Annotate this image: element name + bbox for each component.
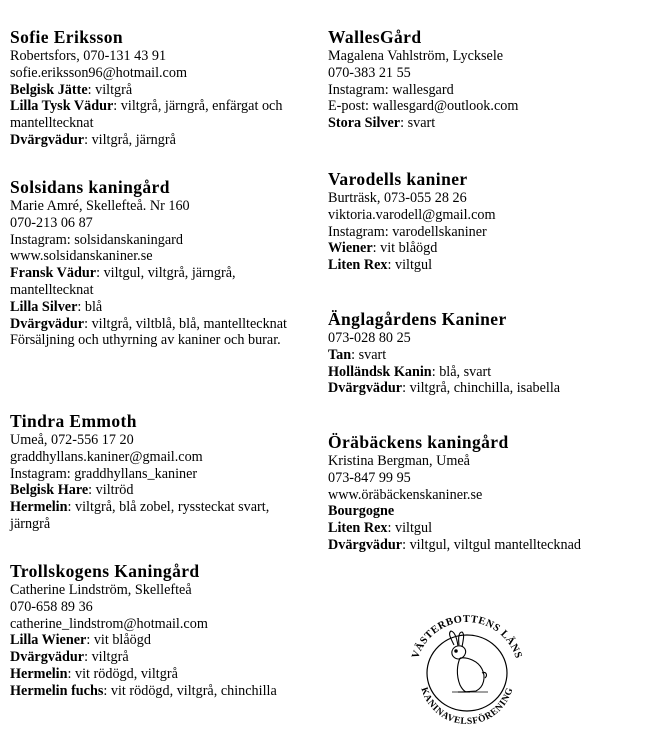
- breed-line: Wiener: vit blåögd: [328, 240, 438, 257]
- detail-line: Instagram: varodellskaniner: [328, 223, 487, 240]
- detail-line: Magalena Vahlström, Lycksele: [328, 48, 504, 64]
- breed-line: Dvärgvädur: viltgrå: [10, 649, 129, 666]
- breed-line: Holländsk Kanin: blå, svart: [328, 363, 492, 380]
- breed-line: Hermelin: viltgrå, blå zobel, ryssteckat svart, järngrå: [10, 499, 270, 532]
- detail-line: 070-213 06 87: [10, 214, 93, 231]
- breeder-details: [10, 48, 310, 149]
- breed-line: Belgisk Jätte: viltgrå: [10, 81, 133, 98]
- detail-line: Burträsk, 073-055 28 26: [328, 190, 467, 206]
- detail-line: Instagram: solsidanskaningard: [10, 231, 183, 248]
- breed-line: Lilla Tysk Vädur: viltgrå, järngrå, enfärgat och mantelltecknat: [10, 98, 283, 132]
- breeder-details: [10, 432, 310, 533]
- detail-line: 070-383 21 55: [328, 64, 411, 81]
- logo-top-text: VÄSTERBOTTENS LÄNS: [410, 613, 524, 661]
- breeder-name: Tindra Emmoth: [10, 411, 137, 431]
- breeder-name: Sofie Eriksson: [10, 27, 124, 47]
- breeder-entry: [10, 177, 310, 349]
- detail-line: Försäljning och uthyrning av kaniner och burar.: [10, 332, 281, 349]
- breeder-details: [10, 198, 310, 349]
- breeder-entry: [10, 411, 310, 533]
- detail-line: Instagram: graddhyllans_kaniner: [10, 465, 198, 482]
- breed-line: Lilla Wiener: vit blåögd: [10, 632, 151, 649]
- breed-line: Fransk Vädur: viltgul, viltgrå, järngrå, mantelltecknat: [10, 265, 236, 298]
- breeder-name: Varodells kaniner: [328, 169, 468, 189]
- breeder-entry: [328, 309, 646, 397]
- breed-line: Dvärgvädur: viltgrå, chinchilla, isabella: [328, 380, 561, 397]
- breeder-entry: [328, 27, 646, 132]
- rabbit-icon: [450, 631, 488, 692]
- breeder-details: [328, 453, 646, 554]
- detail-line: Kristina Bergman, Umeå: [328, 453, 470, 469]
- breed-line: Stora Silver: svart: [328, 115, 436, 132]
- breeder-name: Solsidans kaningård: [10, 177, 170, 197]
- logo-ring: [427, 635, 507, 711]
- breed-line: Lilla Silver: blå: [10, 298, 103, 315]
- detail-line: Catherine Lindström, Skellefteå: [10, 582, 192, 598]
- detail-line: graddhyllans.kaniner@gmail.com: [10, 448, 203, 465]
- detail-line: 073-028 80 25: [328, 330, 411, 346]
- detail-line: Marie Amré, Skellefteå. Nr 160: [10, 198, 190, 214]
- breeder-entry: [10, 561, 310, 700]
- detail-line: catherine_lindstrom@hotmail.com: [10, 615, 208, 632]
- breed-line: Liten Rex: viltgul: [328, 257, 433, 274]
- detail-line: www.solsidanskaniner.se: [10, 248, 153, 265]
- breed-line: Bourgogne: [328, 503, 395, 520]
- breeder-name: Änglagårdens Kaniner: [328, 309, 507, 329]
- detail-line: www.öräbäckenskaniner.se: [328, 486, 483, 503]
- detail-line: E-post: wallesgard@outlook.com: [328, 98, 519, 115]
- breed-line: Hermelin: vit rödögd, viltgrå: [10, 665, 178, 682]
- breeder-details: [328, 190, 646, 274]
- breeder-name: WallesGård: [328, 27, 422, 47]
- breed-line: Belgisk Hare: viltröd: [10, 482, 134, 499]
- detail-line: 073-847 99 95: [328, 469, 411, 486]
- breed-line: Dvärgvädur: viltgrå, viltblå, blå, mantelltecknat: [10, 315, 287, 332]
- club-logo: [402, 611, 532, 733]
- breeder-details: [10, 582, 310, 700]
- breeder-name: Öräbäckens kaningård: [328, 432, 509, 452]
- detail-line: viktoria.varodell@gmail.com: [328, 206, 496, 223]
- breeder-entry: [328, 432, 646, 554]
- breed-line: Tan: svart: [328, 346, 387, 363]
- breed-line: Hermelin fuchs: vit rödögd, viltgrå, chinchilla: [10, 682, 277, 699]
- breed-line: Liten Rex: viltgul: [328, 520, 433, 537]
- detail-line: Instagram: wallesgard: [328, 81, 454, 98]
- detail-line: 070-658 89 36: [10, 598, 93, 615]
- breeder-entry: [328, 169, 646, 274]
- breed-line: Dvärgvädur: viltgrå, järngrå: [10, 131, 176, 148]
- detail-line: Umeå, 072-556 17 20: [10, 432, 134, 448]
- breeder-details: [328, 330, 646, 397]
- logo-bottom-text: KANINAVELSFÖRENING: [418, 686, 516, 728]
- detail-line: sofie.eriksson96@hotmail.com: [10, 64, 187, 81]
- breeder-details: [328, 48, 646, 132]
- breeder-name: Trollskogens Kaningård: [10, 561, 200, 581]
- breed-line: Dvärgvädur: viltgul, viltgul mantelltecknad: [328, 536, 581, 553]
- detail-line: Robertsfors, 070-131 43 91: [10, 48, 167, 64]
- breeder-entry: [10, 27, 310, 149]
